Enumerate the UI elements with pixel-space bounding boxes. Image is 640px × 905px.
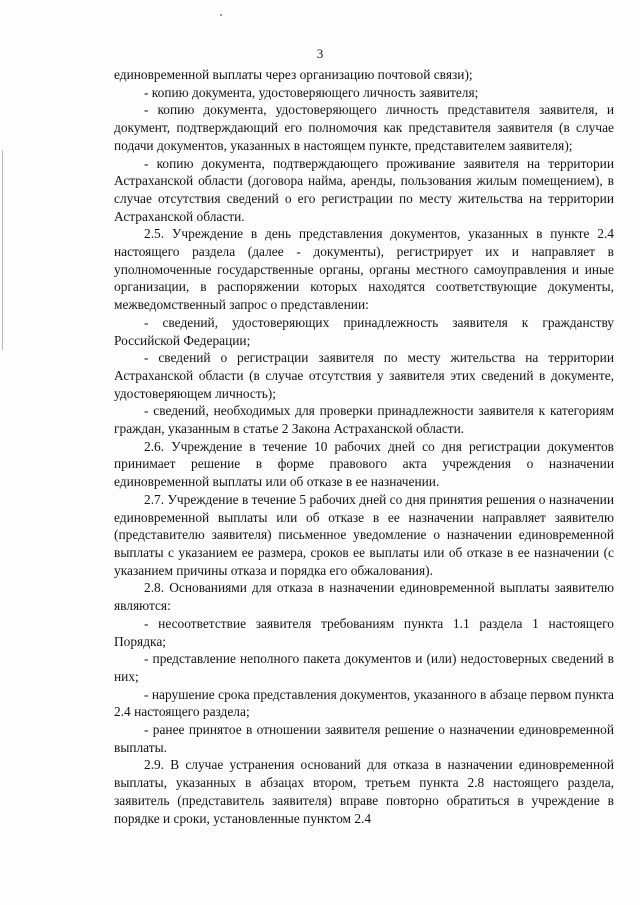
paragraph: 2.8. Основаниями для отказа в назначении единовременной выплаты заявителю являются: [114,580,614,614]
paragraph: - сведений о регистрации заявителя по месту жительства на территории Астраханской области (в случае отсутствия у заявителя этих сведений в документе, удостоверяющем личность); [114,350,614,401]
paragraph: - ранее принятое в отношении заявителя решение о назначении единовременной выплаты. [114,722,614,755]
paragraph: 2.5. Учреждение в день представления документов, указанных в пункте 2.4 настоящего раздела (далее - документы), регистрирует их и направляет в уполномоченные государственные органы, органы местного самоуправления и иные организации, в распоряжении которых находятся соответствующие документы, межведомственный запрос о представлении: [114,226,614,313]
paragraph: - представление неполного пакета документов и (или) недостоверных сведений в них; [114,651,614,684]
paragraph: - копию документа, удостоверяющего личность заявителя; [144,84,479,100]
paragraph: - несоответствие заявителя требованиям пункта 1.1 раздела 1 настоящего Порядка; [114,615,614,649]
scan-edge-mark [2,150,3,350]
paragraph: - нарушение срока представления документов, указанного в абзаце первом пункта 2.4 настоящего раздела; [114,686,614,720]
paragraph: единовременной выплаты через организацию почтовой связи); [114,67,473,82]
scan-dust-mark [220,14,222,16]
page-number: 3 [316,46,324,61]
paragraph: - сведений, удостоверяющих принадлежность заявителя к гражданству Российской Федерации; [114,314,614,348]
paragraph: 2.7. Учреждение в течение 5 рабочих дней со дня принятия решения о назначении единовременной выплаты или об отказе в ее назначении направляет заявителю (представителю заявителя) письменное уведомление о назначении единовременной выплаты с указанием ее размера, сроков ее выплаты или об отказе в ее назначении (с указанием причины отказа и порядка его обжалования). [114,491,614,578]
document-body [114,66,614,827]
paragraph: - сведений, необходимых для проверки принадлежности заявителя к категориям граждан, указанным в статье 2 Закона Астраханской области. [114,403,614,437]
paragraph: - копию документа, подтверждающего проживание заявителя на территории Астраханской области (договора найма, аренды, пользования жилым помещением), в случае отсутствия сведений о его регистрации по месту жительства на территории Астраханской области. [114,155,614,224]
paragraph: 2.6. Учреждение в течение 10 рабочих дней со дня регистрации документов принимает решение в форме правового акта учреждения о назначении единовременной выплаты или об отказе в ее назначении. [114,438,614,490]
paragraph: - копию документа, удостоверяющего личность представителя заявителя, и документ, подтверждающий его полномочия как представителя заявителя (в случае подачи документов, указанных в настоящем пункте, представителем заявителя); [114,102,614,153]
paragraph: 2.9. В случае устранения оснований для отказа в назначении единовременной выплаты, указанных в абзацах втором, третьем пункта 2.8 настоящего раздела, заявитель (представитель заявителя) вправе повторно обратиться в учреждение в порядке и сроки, установленные пунктом 2.4 [114,757,614,826]
